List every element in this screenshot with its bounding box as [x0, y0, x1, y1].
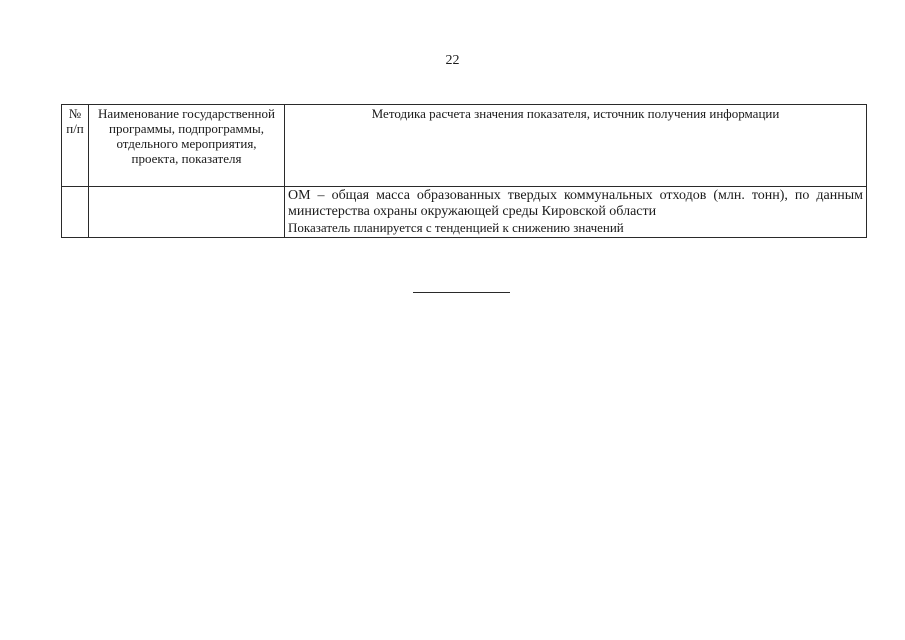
row-method-cell [285, 187, 867, 238]
table-header-row [62, 105, 867, 187]
header-number: № п/п [62, 105, 89, 187]
header-method: Методика расчета значения показателя, источник получения информации [285, 105, 867, 187]
table-row [62, 187, 867, 238]
row-number-cell [62, 187, 89, 238]
end-divider [413, 292, 510, 293]
method-description: ОМ – общая масса образованных твердых коммунальных отходов (млн. тонн), по данным министерства охраны окружающей среды Кировской области [288, 188, 863, 219]
row-name-cell [89, 187, 285, 238]
indicator-table [61, 104, 867, 238]
method-note: Показатель планируется с тенденцией к снижению значений [288, 220, 624, 235]
page-number: 22 [445, 53, 460, 68]
header-name: Наименование государственной программы, подпрограммы, отдельного мероприятия, проекта, показателя [89, 105, 285, 187]
